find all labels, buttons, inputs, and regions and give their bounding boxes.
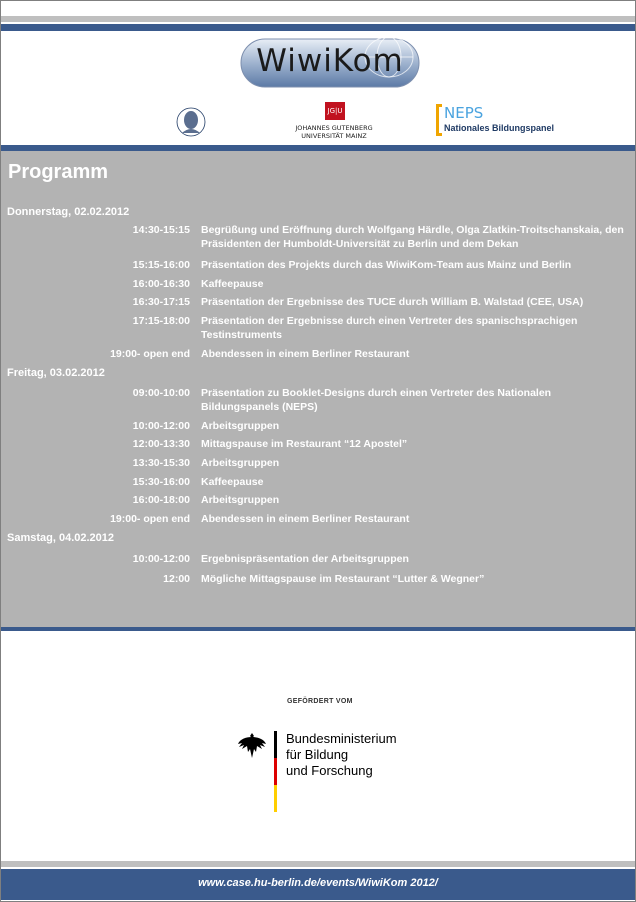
panel-bottom-bar: [1, 627, 635, 631]
schedule-time: 14:30-15:15: [132, 224, 190, 236]
humboldt-university-seal: [162, 97, 220, 147]
footer-gray-bar: [1, 861, 635, 867]
schedule-description: Mögliche Mittagspause im Restaurant “Lutter & Wegner”: [201, 573, 485, 585]
schedule-time: 09:00-10:00: [132, 387, 190, 399]
schedule-description: Kaffeepause: [201, 476, 264, 488]
day-heading: Donnerstag, 02.02.2012: [7, 206, 130, 218]
schedule-time: 15:15-16:00: [132, 259, 190, 271]
footer-url-link[interactable]: www.case.hu-berlin.de/events/WiwiKom 2012/: [198, 877, 438, 889]
bmbf-line2: für Bildung: [286, 747, 349, 762]
schedule-time: 10:00-12:00: [132, 553, 190, 565]
schedule-time: 12:00: [163, 573, 190, 585]
neps-title: NEPS: [444, 104, 484, 122]
bmbf-line1: Bundesministerium: [286, 731, 397, 746]
schedule-time: 19:00- open end: [110, 348, 190, 360]
jgu-name-line2: UNIVERSITÄT MAINZ: [301, 132, 367, 140]
bmbf-line3: und Forschung: [286, 763, 373, 778]
schedule-time: 19:00- open end: [110, 513, 190, 525]
schedule-description: Arbeitsgruppen: [201, 420, 280, 432]
top-blue-bar: [1, 24, 635, 31]
hu-seal-icon: [162, 97, 220, 147]
schedule-time: 12:00-13:30: [132, 438, 190, 450]
schedule-description: Abendessen in einem Berliner Restaurant: [201, 513, 410, 525]
logo-text: WiwiKom: [256, 43, 404, 79]
footer-bar: [1, 869, 635, 900]
flag-stripe-black: [274, 731, 277, 758]
schedule-time: 16:30-17:15: [132, 296, 190, 308]
flag-stripe-gold: [274, 785, 277, 812]
schedule-description: Mittagspause im Restaurant “12 Apostel”: [201, 438, 408, 450]
schedule-description: Abendessen in einem Berliner Restaurant: [201, 348, 410, 360]
neps-subtitle: Nationales Bildungspanel: [444, 123, 555, 133]
schedule-description: Präsentation des Projekts durch das WiwiKom-Team aus Mainz und Berlin: [201, 259, 572, 271]
program-panel: [1, 151, 635, 627]
schedule-description: Arbeitsgruppen: [201, 494, 280, 506]
schedule-description: Arbeitsgruppen: [201, 457, 280, 469]
neps-bracket-icon: [436, 104, 442, 136]
jgu-box: JG|U: [325, 102, 345, 120]
schedule-description: Präsentation zu Booklet-Designs durch einen Vertreter des Nationalen Bildungspanels (NEPS): [201, 387, 552, 413]
schedule-description: Kaffeepause: [201, 278, 264, 290]
eagle-icon-graphic: [236, 730, 268, 762]
program-title: Programm: [8, 161, 109, 183]
wiwikom-logo: [239, 33, 421, 93]
schedule-time: 17:15-18:00: [132, 315, 190, 327]
neps-logo: [436, 104, 566, 140]
top-gray-bar: [1, 16, 635, 22]
schedule-description: Begrüßung und Eröffnung durch Wolfgang Härdle, Olga Zlatkin-Troitschanskaia, den Präsidenten der Humboldt-Universität zu Berlin und dem Dekan: [201, 224, 624, 250]
schedule-description: Ergebnispräsentation der Arbeitsgruppen: [201, 553, 409, 565]
jgu-mainz-logo: [292, 100, 376, 147]
schedule-description: Präsentation der Ergebnisse durch einen Vertreter des spanischsprachigen Testinstruments: [201, 315, 578, 341]
funded-by-label: GEFÖRDERT VOM: [287, 698, 353, 705]
schedule-time: 10:00-12:00: [132, 420, 190, 432]
schedule-time: 16:00-18:00: [132, 494, 190, 506]
bmbf-name: [286, 731, 397, 779]
day-heading: Freitag, 03.02.2012: [7, 367, 105, 379]
flag-stripe-red: [274, 758, 277, 785]
schedule-description: Präsentation der Ergebnisse des TUCE durch William B. Walstad (CEE, USA): [201, 296, 584, 308]
day-heading: Samstag, 04.02.2012: [7, 532, 115, 544]
schedule-time: 16:00-16:30: [132, 278, 190, 290]
schedule-time: 13:30-15:30: [132, 457, 190, 469]
jgu-name-line1: JOHANNES GUTENBERG: [295, 124, 373, 132]
federal-eagle-icon: [236, 730, 268, 762]
schedule-time: 15:30-16:00: [132, 476, 190, 488]
